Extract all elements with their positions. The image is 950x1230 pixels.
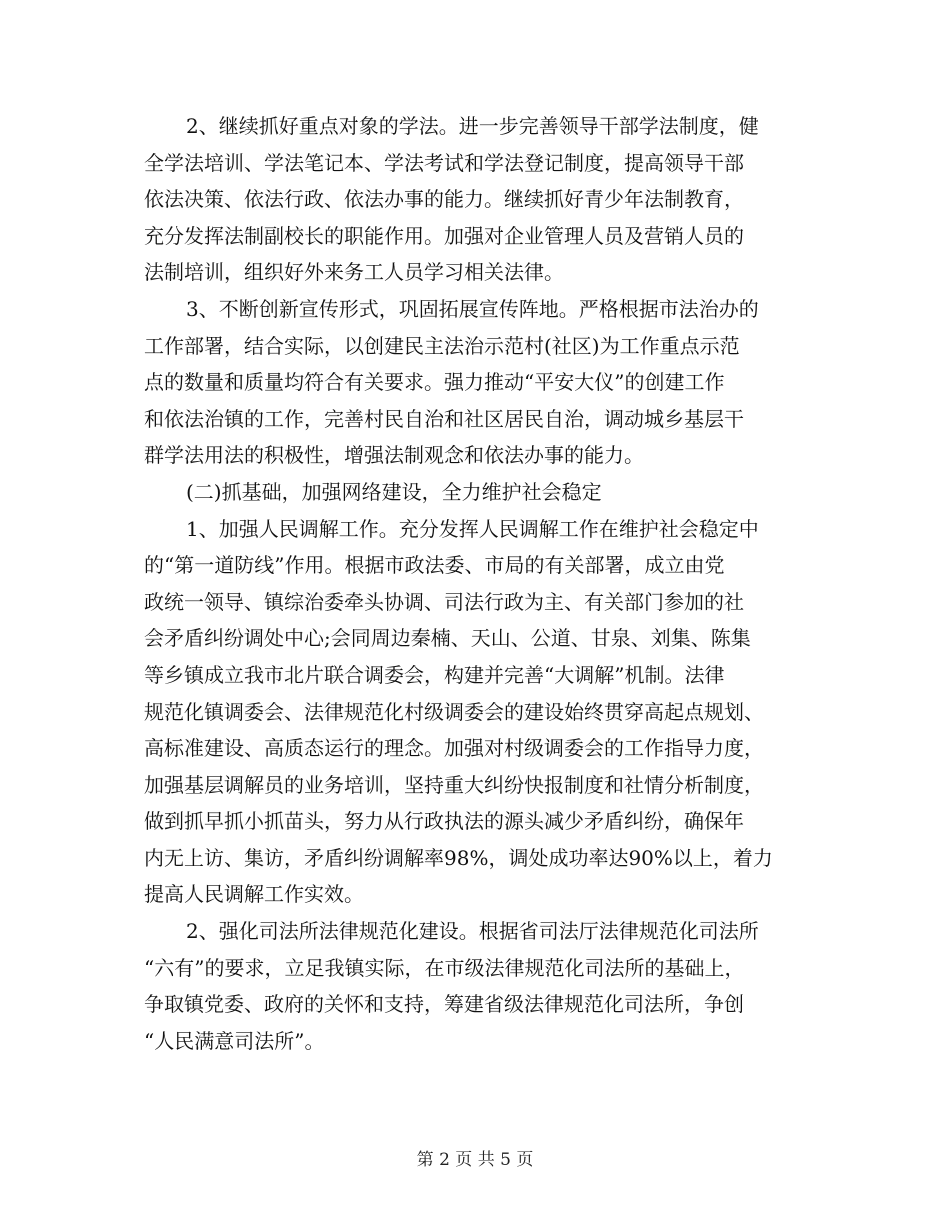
paragraph-line: 1、加强人民调解工作。充分发挥人民调解工作在维护社会稳定中 (186, 516, 759, 541)
paragraph-line: 做到抓早抓小抓苗头，努力从行政执法的源头减少矛盾纠纷，确保年 (144, 809, 744, 834)
paragraph-line: 法制培训，组织好外来务工人员学习相关法律。 (144, 260, 564, 285)
paragraph-line: 争取镇党委、政府的关怀和支持，筹建省级法律规范化司法所，争创 (144, 992, 744, 1017)
paragraph-line: 的“第一道防线”作用。根据市政法委、市局的有关部署，成立由党 (144, 553, 725, 578)
paragraph-line: 全学法培训、学法笔记本、学法考试和学法登记制度，提高领导干部 (144, 150, 744, 175)
paragraph-line: 规范化镇调委会、法律规范化村级调委会的建设始终贯穿高起点规划、 (144, 699, 764, 724)
section-heading-text: (二)抓基础，加强网络建设，全力维护社会稳定 (186, 479, 602, 504)
paragraph-line: “六有”的要求，立足我镇实际，在市级法律规范化司法所的基础上， (144, 955, 745, 980)
paragraph-publicity-forms (144, 291, 809, 474)
paragraph-line: 充分发挥法制副校长的职能作用。加强对企业管理人员及营销人员的 (144, 223, 744, 248)
paragraph-line: 等乡镇成立我市北片联合调委会，构建并完善“大调解”机制。法律 (144, 662, 725, 687)
paragraph-line: 依法决策、依法行政、依法办事的能力。继续抓好青少年法制教育， (144, 187, 744, 212)
paragraph-line: 内无上访、集访，矛盾纠纷调解率98%，调处成功率达90%以上，着力 (144, 845, 773, 870)
paragraph-line: 点的数量和质量均符合有关要求。强力推动“平安大仪”的创建工作 (144, 370, 725, 395)
section-heading (144, 474, 809, 511)
document-body (144, 108, 809, 1059)
paragraph-line: 加强基层调解员的业务培训，坚持重大纠纷快报制度和社情分析制度， (144, 772, 764, 797)
paragraph-line: 2、强化司法所法律规范化建设。根据省司法厅法律规范化司法所 (186, 919, 759, 944)
paragraph-judicial-office (144, 913, 809, 1059)
paragraph-line: 3、不断创新宣传形式，巩固拓展宣传阵地。严格根据市法治办的 (186, 296, 759, 321)
paragraph-mediation-work (144, 511, 809, 914)
paragraph-study-key-targets (144, 108, 809, 291)
paragraph-line: 提高人民调解工作实效。 (144, 882, 364, 907)
paragraph-line: “人民满意司法所”。 (144, 1028, 325, 1053)
paragraph-line: 高标准建设、高质态运行的理念。加强对村级调委会的工作指导力度， (144, 736, 764, 761)
paragraph-line: 工作部署，结合实际，以创建民主法治示范村(社区)为工作重点示范 (144, 333, 740, 358)
paragraph-line: 政统一领导、镇综治委牵头协调、司法行政为主、有关部门参加的社 (144, 589, 744, 614)
page-number: 第 2 页 共 5 页 (416, 1150, 534, 1170)
paragraph-line: 和依法治镇的工作，完善村民自治和社区居民自治，调动城乡基层干 (144, 406, 744, 431)
paragraph-line: 群学法用法的积极性，增强法制观念和依法办事的能力。 (144, 443, 644, 468)
paragraph-line: 2、继续抓好重点对象的学法。进一步完善领导干部学法制度，健 (186, 114, 759, 138)
paragraph-line: 会矛盾纠纷调处中心;会同周边秦楠、天山、公道、甘泉、刘集、陈集 (144, 626, 751, 651)
